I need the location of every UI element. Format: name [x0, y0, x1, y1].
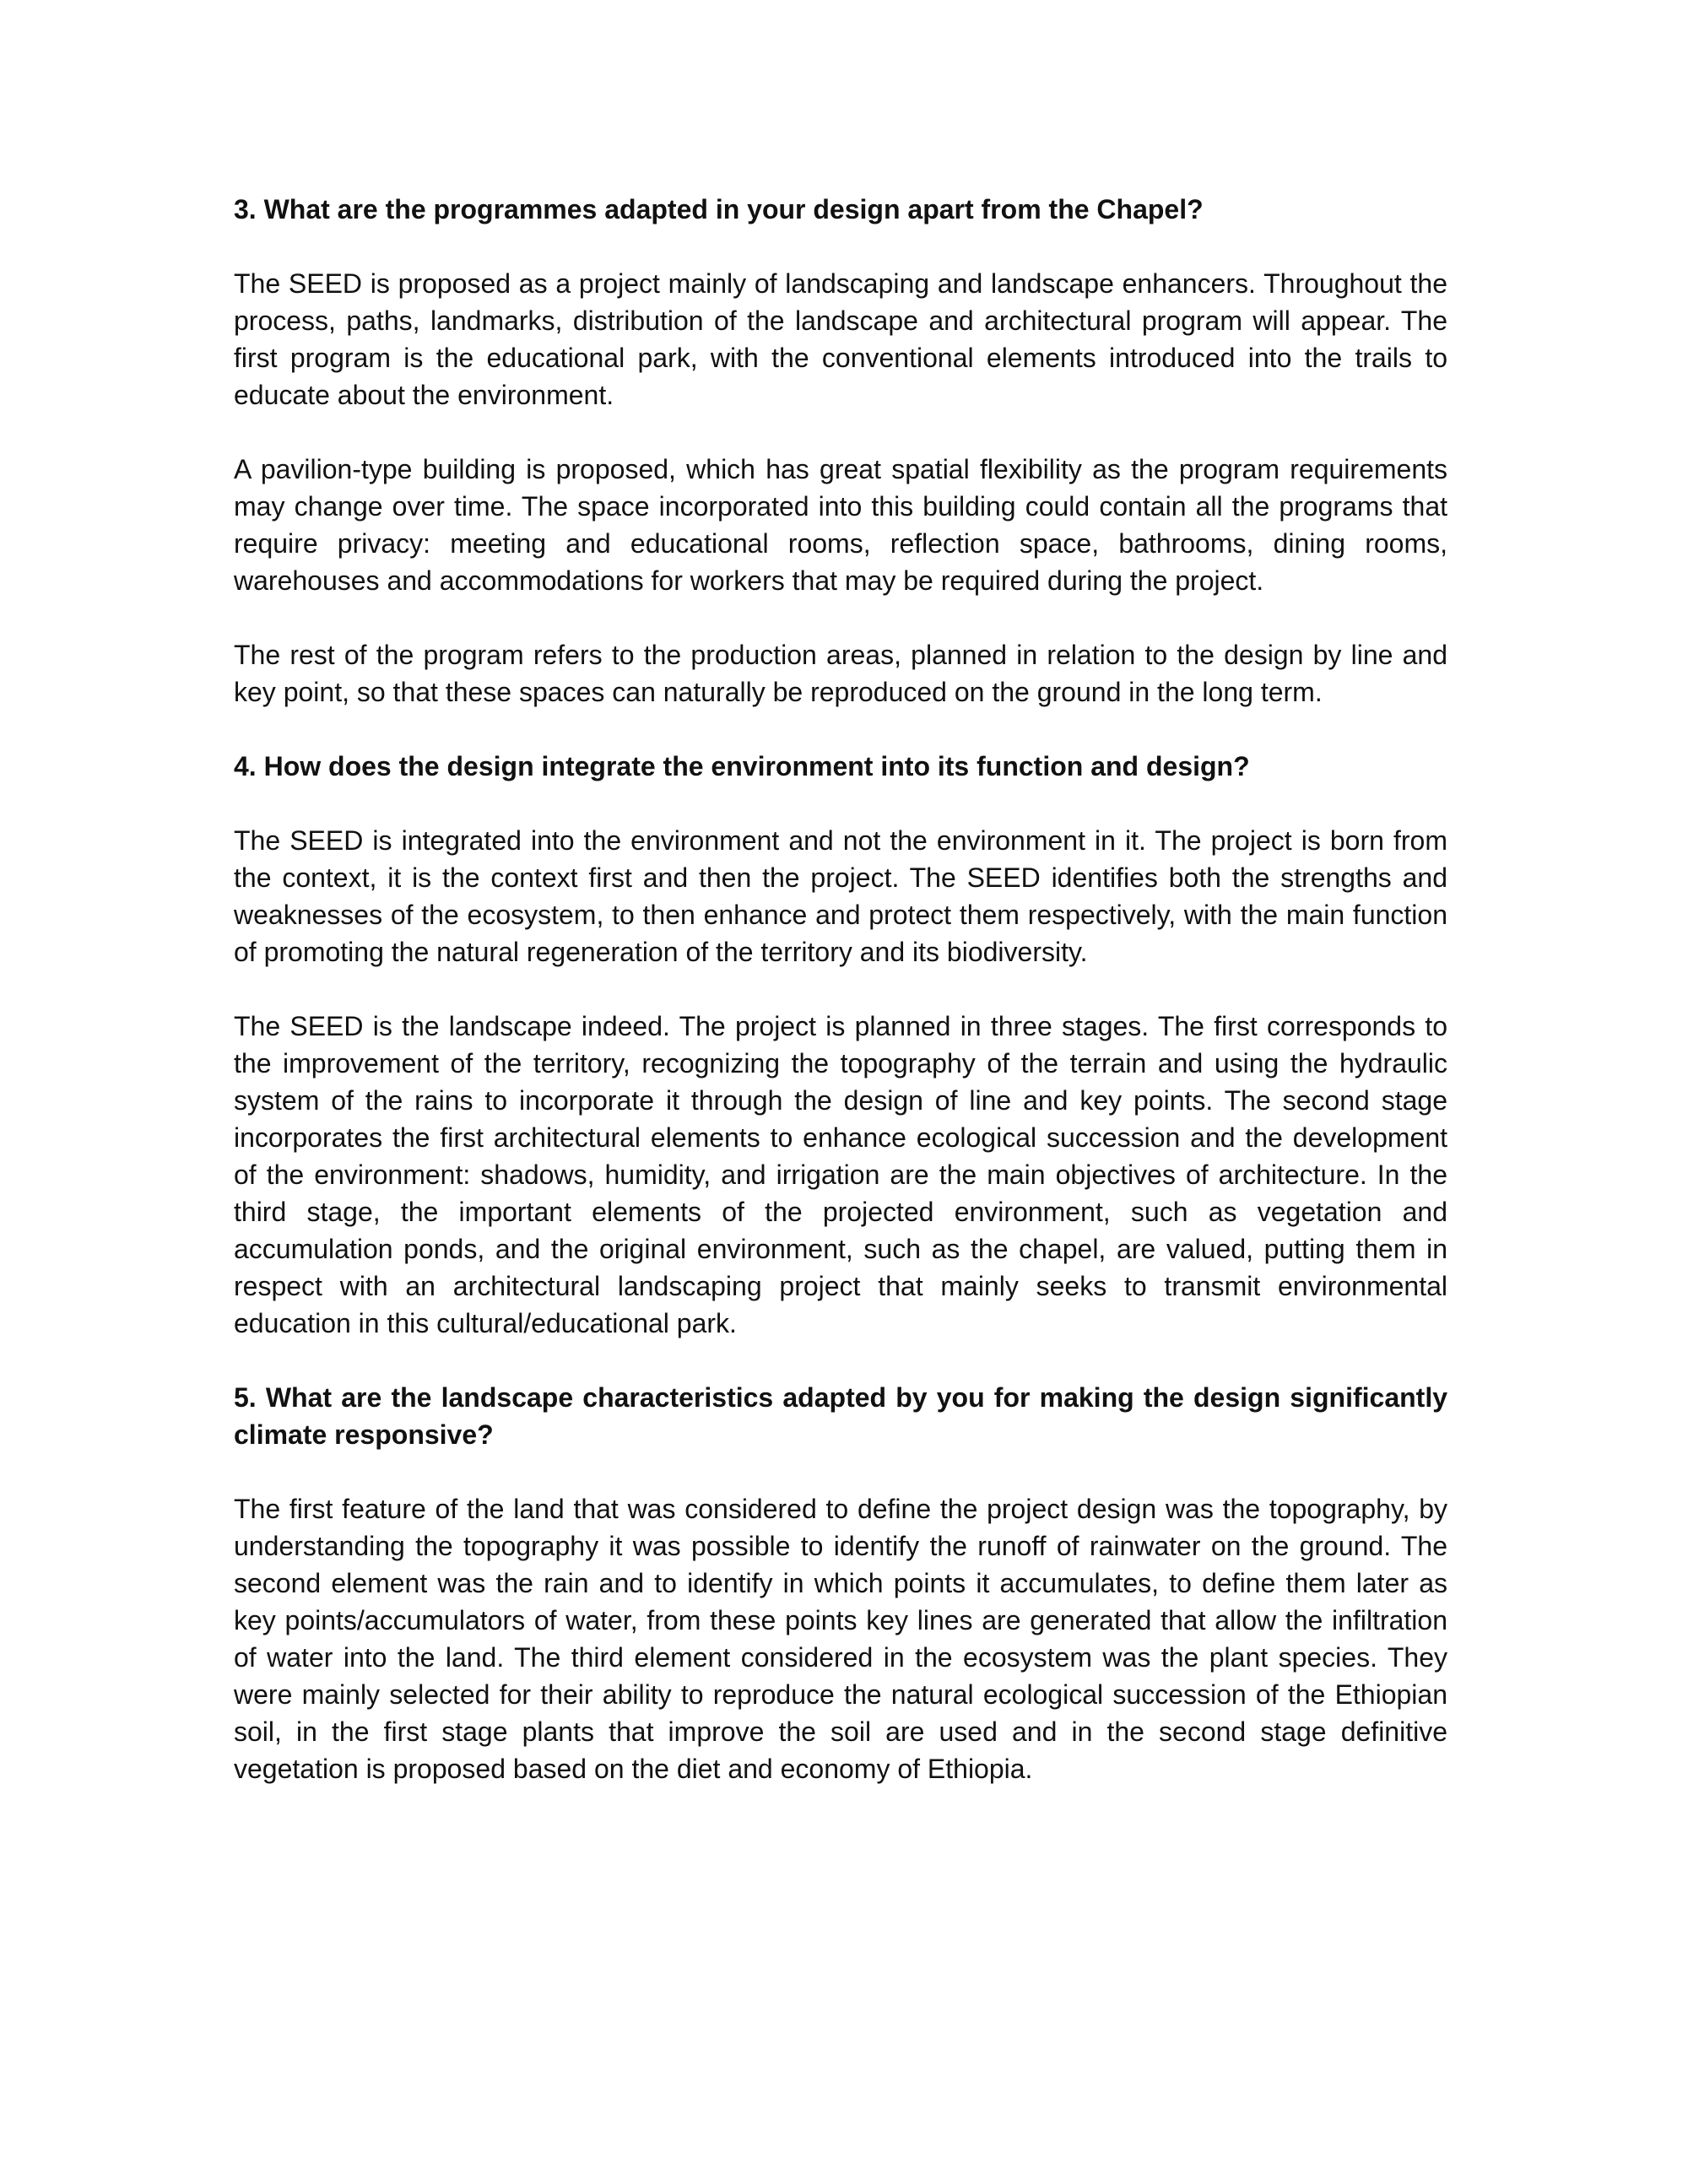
- answer-4-paragraph-1: The SEED is integrated into the environment and not the environment in it. The project is born from the context, it is the context first and then the project. The SEED identifies both the strengths and weaknesses of the ecosystem, to then enhance and protect them respectively, with the main function of promoting the natural regeneration of the territory and its biodiversity.: [234, 825, 1447, 967]
- question-3-heading: 3. What are the programmes adapted in your design apart from the Chapel?: [234, 194, 1204, 224]
- answer-3-paragraph-1: The SEED is proposed as a project mainly of landscaping and landscape enhancers. Throughout the process, paths, landmarks, distribution of the landscape and architectural program will appear. The first program is the educational park, with the conventional elements introduced into the trails to educate about the environment.: [234, 268, 1447, 410]
- document-page: [234, 191, 1447, 1787]
- answer-5-paragraph-1: The first feature of the land that was considered to define the project design was the topography, by understanding the topography it was possible to identify the runoff of rainwater on the ground. The second element was the rain and to identify in which points it accumulates, to define them later as key points/accumulators of water, from these points key lines are generated that allow the infiltration of water into the land. The third element considered in the ecosystem was the plant species. They were mainly selected for their ability to reproduce the natural ecological succession of the Ethiopian soil, in the first stage plants that improve the soil are used and in the second stage definitive vegetation is proposed based on the diet and economy of Ethiopia.: [234, 1494, 1447, 1784]
- question-4-heading: 4. How does the design integrate the environment into its function and design?: [234, 751, 1250, 781]
- answer-3-paragraph-3: The rest of the program refers to the production areas, planned in relation to the design by line and key point, so that these spaces can naturally be reproduced on the ground in the long term.: [234, 640, 1447, 707]
- answer-4-paragraph-2: The SEED is the landscape indeed. The project is planned in three stages. The first corresponds to the improvement of the territory, recognizing the topography of the terrain and using the hydraulic system of the rains to incorporate it through the design of line and key points. The second stage incorporates the first architectural elements to enhance ecological succession and the development of the environment: shadows, humidity, and irrigation are the main objectives of architecture. In the third stage, the important elements of the projected environment, such as vegetation and accumulation ponds, and the original environment, such as the chapel, are valued, putting them in respect with an architectural landscaping project that mainly seeks to transmit environmental education in this cultural/educational park.: [234, 1011, 1447, 1338]
- answer-3-paragraph-2: A pavilion-type building is proposed, which has great spatial flexibility as the program requirements may change over time. The space incorporated into this building could contain all the programs that require privacy: meeting and educational rooms, reflection space, bathrooms, dining rooms, warehouses and accommodations for workers that may be required during the project.: [234, 454, 1447, 596]
- question-5-heading: 5. What are the landscape characteristics adapted by you for making the design significantly climate responsive?: [234, 1382, 1447, 1450]
